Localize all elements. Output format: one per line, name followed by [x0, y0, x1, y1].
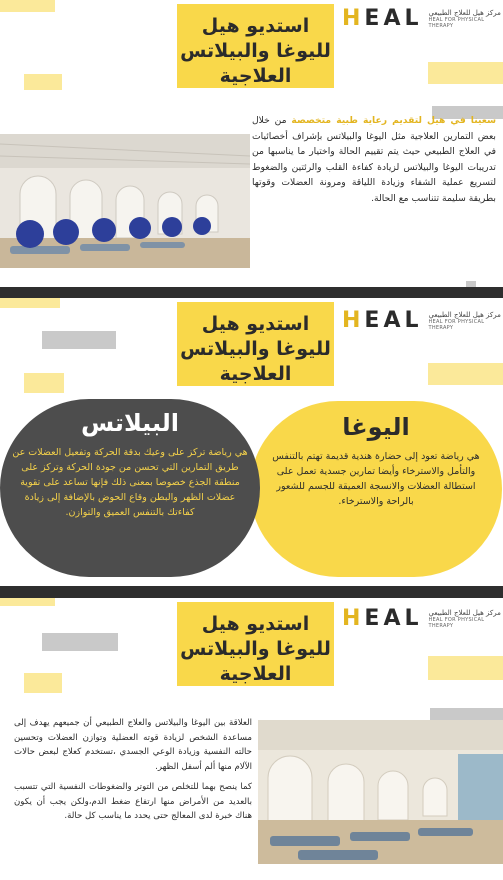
title-line-2: لليوغا والبيلاتس	[180, 40, 331, 62]
deco-bar	[24, 74, 62, 90]
intro-text	[252, 113, 496, 206]
logo-mark: HEAL	[342, 6, 423, 31]
deco-bar	[42, 633, 118, 651]
deco-bar	[430, 708, 503, 720]
relationship-text	[14, 716, 252, 824]
logo-mark: HEAL	[342, 606, 423, 631]
page-title	[177, 302, 334, 386]
studio-photo-balls	[0, 134, 250, 268]
section-divider	[0, 287, 503, 298]
deco-bar	[428, 363, 503, 385]
logo-arabic: مركز هيل للعلاج الطبيعي	[428, 310, 501, 319]
deco-bar	[0, 0, 55, 12]
intro-lead: سعينا في هيل لتقديم رعاية طبية متخصصة	[291, 115, 496, 126]
yoga-title: اليوغا	[342, 413, 410, 441]
relationship-para-2: كما ينصح بهما للتخلص من التوتر والضغوطات النفسية التي تتسبب بالعديد من الأمراض منها ارتفاع ضغط الدم،ولكن يجب أن يكون هناك خبرة لدى المعالج حتى يحدد ما يناسب كل حالة.	[14, 782, 252, 821]
panel-relationship	[0, 598, 503, 880]
deco-bar	[428, 62, 503, 84]
title-line-1: استديو هيل	[201, 613, 310, 635]
logo-english: HEAL FOR PHYSICAL THERAPY	[428, 16, 485, 29]
yoga-card	[250, 401, 502, 577]
deco-bar	[24, 673, 62, 693]
intro-body: من خلال بعض التمارين العلاجية مثل اليوغا والبيلاتس بإشراف أخصائيات في العلاج الطبيعي حيث يتم تقييم الحالة واختيار ما يناسبها من تدريبات اليوغا والبيلاتس لزيادة كفاءة القلب والرئتين والضغوط لتسريع عملية الشفاء وزيادة اللياقة ومرونة العضلات وقوتها بطريقة سليمة تتناسب مع الحالة.	[252, 115, 496, 204]
panel-definitions	[0, 298, 503, 585]
pilates-title: البيلاتس	[81, 409, 179, 437]
title-line-2: لليوغا والبيلاتس	[180, 338, 331, 360]
deco-bar	[0, 598, 55, 606]
pilates-text: هي رياضة تركز على وعيك بدقة الحركة وتفعيل العضلات عن طريق التمارين التي تحسن من جودة الحركة وتركز على منطقة الجذع خصوصا بمعنى ذلك فإنها تساعد على تقوية عضلات الظهر والبطن وقاع الحوض بالإضافة إلى زيادة كفاءتك بالتنفس العميق والتوازن.	[12, 447, 248, 518]
title-line-3: العلاجية	[219, 65, 292, 87]
title-line-2: لليوغا والبيلاتس	[180, 638, 331, 660]
studio-photo-mats	[258, 720, 503, 864]
logo-english: HEAL FOR PHYSICAL THERAPY	[428, 616, 485, 629]
deco-bar	[428, 656, 503, 680]
logo-arabic: مركز هيل للعلاج الطبيعي	[428, 608, 501, 617]
logo-mark: HEAL	[342, 308, 423, 333]
panel-intro	[0, 0, 503, 287]
brand-logo	[342, 6, 503, 31]
title-line-1: استديو هيل	[201, 313, 310, 335]
logo-english: HEAL FOR PHYSICAL THERAPY	[428, 318, 485, 331]
relationship-para-1: العلاقة بين اليوغا والبيلاتس والعلاج الطبيعي أن جميعهم يهدف إلى مساعدة الشخص لزيادة قوته العضلية وتوازن العضلات وتحسين حالته النفسية وزيادة الوعي الجسدي ،تستخدم كعلاج لبعض حالات الآلام منها ألم أسفل الظهر.	[14, 718, 252, 772]
yoga-text: هي رياضة تعود إلى حضارة هندية قديمة تهتم بالتنفس والتأمل والاسترخاء وأيضا تمارين جسدية تعمل على استطالة العضلات والانسجة العميقة للجسم للشعور بالراحة والاسترخاء.	[272, 451, 480, 507]
section-divider	[0, 586, 503, 598]
logo-arabic: مركز هيل للعلاج الطبيعي	[428, 8, 501, 17]
title-line-3: العلاجية	[219, 363, 292, 385]
pilates-card	[0, 399, 260, 577]
title-line-1: استديو هيل	[201, 15, 310, 37]
page-title	[177, 4, 334, 88]
deco-bar	[42, 331, 116, 349]
page-title	[177, 602, 334, 686]
deco-bar	[0, 298, 60, 308]
brand-logo	[342, 606, 503, 631]
brand-logo	[342, 308, 503, 333]
deco-bar	[24, 373, 64, 393]
title-line-3: العلاجية	[219, 663, 292, 685]
